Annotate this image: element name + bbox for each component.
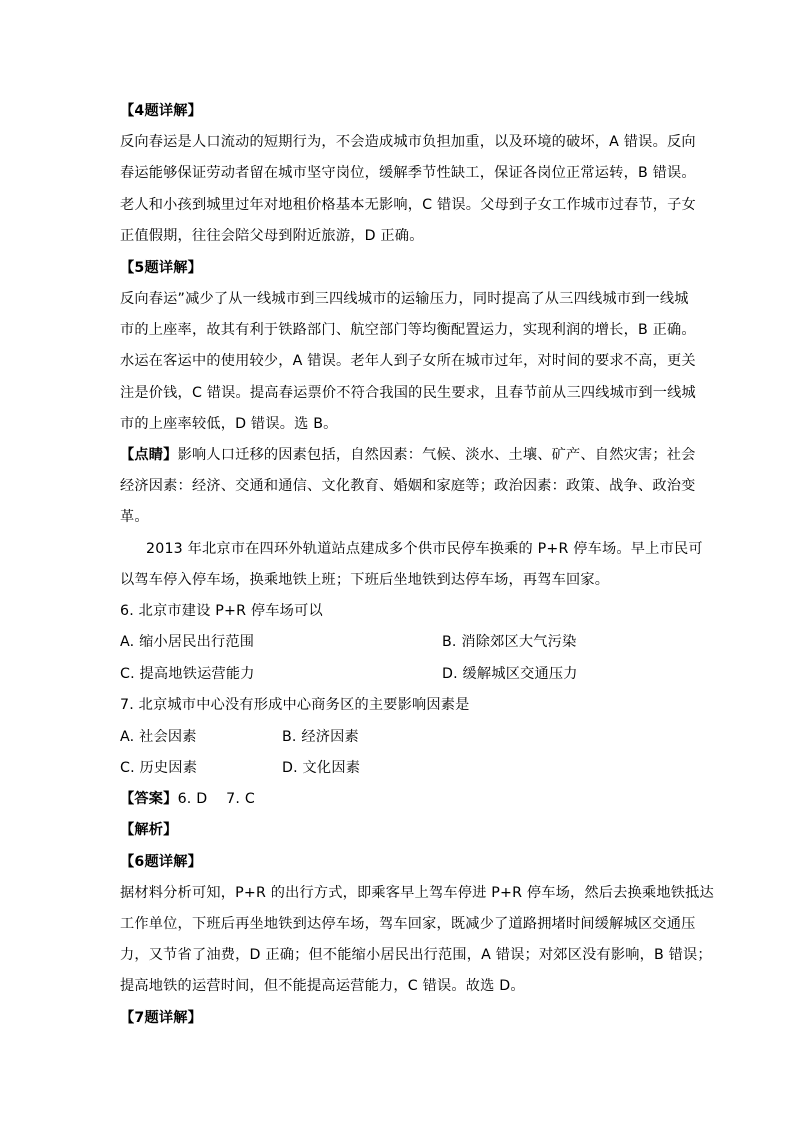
q6-option-c: C. 提高地铁运营能力 <box>120 666 255 682</box>
q6-detail-line: 力，又节省了油费，D 正确；但不能缩小居民出行范围，A 错误；对郊区没有影响，B 错误； <box>120 947 712 963</box>
q5-detail-line: 反向春运”减少了从一线城市到三四线城市的运输压力，同时提高了从三四线城市到一线城 <box>120 291 689 307</box>
material-line: 以驾车停入停车场，换乘地铁上班；下班后坐地铁到达停车场，再驾车回家。 <box>120 572 610 588</box>
q4-detail-line: 春运能够保证劳动者留在城市坚守岗位，缓解季节性缺工，保证各岗位正常运转，B 错误。 <box>120 165 696 181</box>
q4-detail-line: 老人和小孩到城里过年对地租价格基本无影响，C 错误。父母到子女工作城市过春节，子女 <box>120 197 696 213</box>
q5-detail-line: 市的上座率，故其有利于铁路部门、航空部门等均衡配置运力，实现利润的增长，B 正确。 <box>120 322 696 338</box>
q5-detail-line: 市的上座率较低，D 错误。选 B。 <box>120 416 338 432</box>
q6-option-d: D. 缓解城区交通压力 <box>442 666 578 682</box>
q7-option-b: B. 经济因素 <box>282 729 359 745</box>
q5-detail-heading: 【5题详解】 <box>120 260 203 276</box>
q6-option-b: B. 消除郊区大气污染 <box>442 634 577 650</box>
q7-detail-heading: 【7题详解】 <box>120 1010 203 1026</box>
analysis-heading: 【解析】 <box>120 822 178 838</box>
tip-label: 【点睛】 <box>120 447 178 463</box>
q6-option-a: A. 缩小居民出行范围 <box>120 634 255 650</box>
tip-line <box>120 445 696 465</box>
q7-option-d: D. 文化因素 <box>282 760 361 776</box>
q7-stem: 7. 北京城市中心没有形成中心商务区的主要影响因素是 <box>120 697 470 713</box>
q4-detail-line: 反向春运是人口流动的短期行为，不会造成城市负担加重，以及环境的破坏，A 错误。反向 <box>120 134 696 150</box>
q6-detail-line: 提高地铁的运营时间，但不能提高运营能力，C 错误。故选 D。 <box>120 978 525 994</box>
q4-detail-line: 正值假期，往往会陪父母到附近旅游，D 正确。 <box>120 228 424 244</box>
answer-line <box>120 789 255 809</box>
q6-stem: 6. 北京市建设 P+R 停车场可以 <box>120 603 323 619</box>
q7-option-c: C. 历史因素 <box>120 760 198 776</box>
q6-detail-heading: 【6题详解】 <box>120 854 203 870</box>
q5-detail-line: 注是价钱，C 错误。提高春运票价不符合我国的民生要求，且春节前从三四线城市到一线城 <box>120 385 696 401</box>
tip-line: 革。 <box>120 509 149 525</box>
answer-label: 【答案】 <box>120 791 178 807</box>
tip-text: 影响人口迁移的因素包括，自然因素：气候、淡水、土壤、矿产、自然灾害；社会 <box>177 447 696 463</box>
answer-text: 6. D 7. C <box>177 791 255 807</box>
q6-detail-line: 工作单位，下班后再坐地铁到达停车场，驾车回家，既减少了道路拥堵时间缓解城区交通压 <box>120 916 696 932</box>
material-line: 2013 年北京市在四环外轨道站点建成多个供市民停车换乘的 P+R 停车场。早上市民可 <box>146 541 703 557</box>
q4-detail-heading: 【4题详解】 <box>120 103 203 119</box>
tip-line: 经济因素：经济、交通和通信、文化教育、婚姻和家庭等；政治因素：政策、战争、政治变 <box>120 478 696 494</box>
q7-option-a: A. 社会因素 <box>120 729 197 745</box>
q6-detail-line: 据材料分析可知，P+R 的出行方式，即乘客早上驾车停进 P+R 停车场，然后去换乘地铁抵达 <box>120 885 714 901</box>
q5-detail-line: 水运在客运中的使用较少，A 错误。老年人到子女所在城市过年，对时间的要求不高，更关 <box>120 353 696 369</box>
